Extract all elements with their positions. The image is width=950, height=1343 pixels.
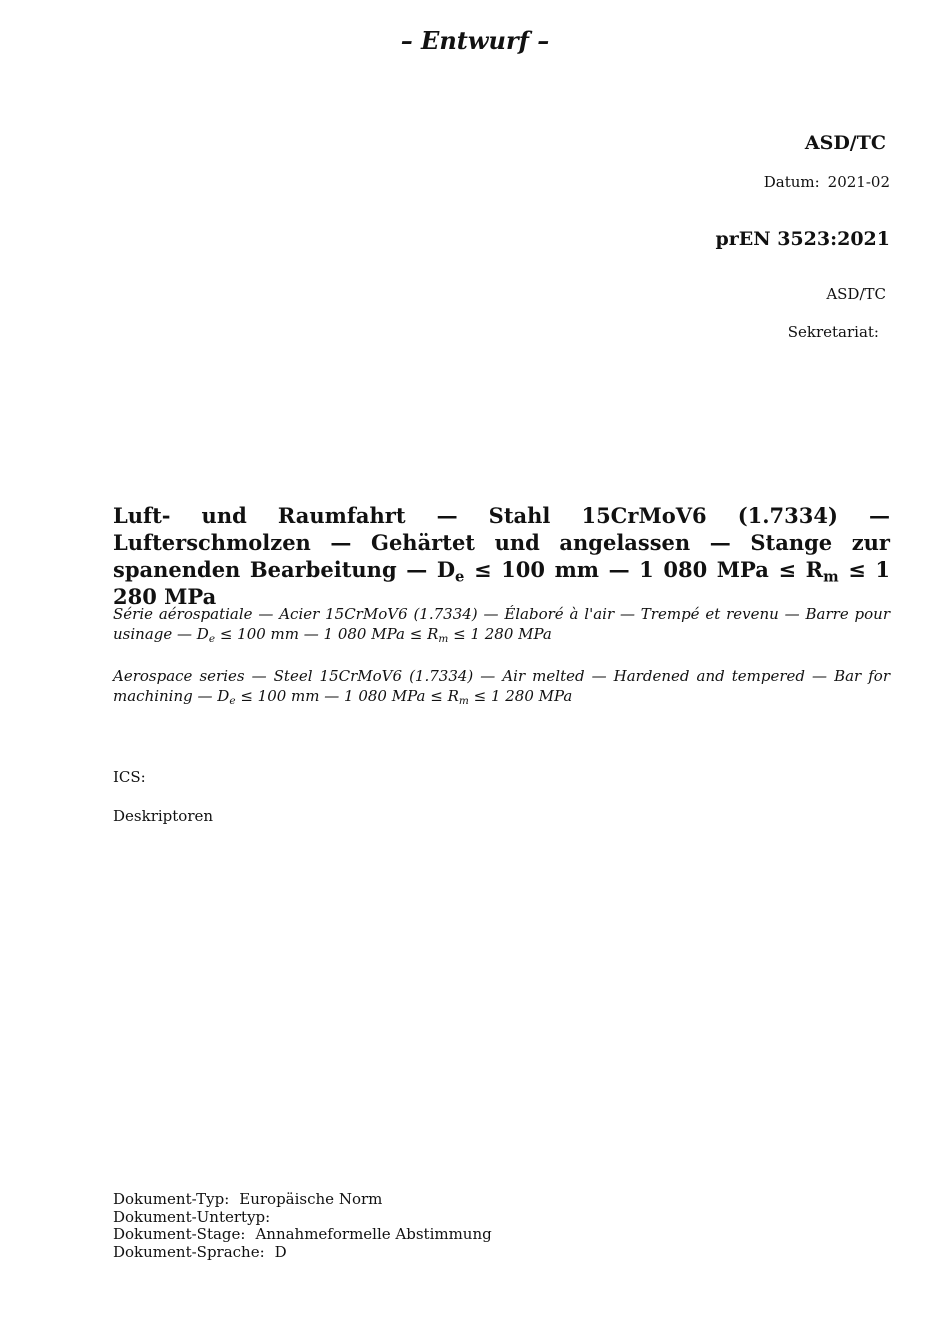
title-en-r-sub: m: [458, 695, 469, 708]
title-french: [113, 604, 890, 644]
document-language-value: D: [274, 1242, 287, 1261]
secretariat-label: Sekretariat:: [787, 323, 879, 341]
descriptors-label: Deskriptoren: [113, 807, 214, 825]
title-fr-d: D: [196, 625, 209, 643]
committee: ASD/TC: [826, 285, 886, 303]
title-en-main: Aerospace series — Steel 15CrMoV6 (1.7334) — Air melted — Hardened and tempered — Bar for machining —: [113, 667, 890, 705]
title-de-d-sub: e: [455, 568, 465, 586]
title-de-r-sub: m: [823, 568, 839, 586]
document-subtype-row: [113, 1209, 280, 1227]
title-en-d: D: [217, 687, 230, 705]
title-en-end: ≤ 1 280 MPa: [468, 687, 573, 705]
document-language-label: Dokument-Sprache:: [113, 1242, 265, 1261]
ics-label: ICS:: [113, 768, 146, 786]
document-stage-row: [113, 1226, 492, 1244]
document-subtype-label: Dokument-Untertyp:: [113, 1207, 271, 1226]
document-number: prEN 3523:2021: [715, 228, 890, 250]
date-line: [764, 173, 890, 191]
title-fr-end: ≤ 1 280 MPa: [448, 625, 552, 643]
document-stage-value: Annahmeformelle Abstimmung: [255, 1225, 492, 1243]
title-fr-r-sub: m: [438, 633, 449, 646]
document-type-label: Dokument-Typ:: [113, 1190, 230, 1208]
title-fr-main: Série aérospatiale — Acier 15CrMoV6 (1.7334) — Élaboré à l'air — Trempé et revenu — Barre pour usinage —: [113, 605, 890, 643]
committee-top: ASD/TC: [804, 132, 886, 154]
title-de-d: D: [436, 557, 456, 582]
title-en-d-sub: e: [229, 695, 236, 708]
document-type-row: [113, 1191, 382, 1209]
title-de-mid: ≤ 100 mm — 1 080 MPa ≤ R: [464, 557, 824, 582]
title-german: [113, 502, 890, 610]
document-language-row: [113, 1244, 287, 1262]
date-value: 2021-02: [827, 173, 890, 191]
title-fr-d-sub: e: [208, 633, 216, 646]
title-de-main: Luft- und Raumfahrt — Stahl 15CrMoV6 (1.7334) — Lufterschmolzen — Gehärtet und angelassen — Stange zur spanenden Bearbeitung —: [113, 503, 890, 582]
document-stage-label: Dokument-Stage:: [113, 1225, 246, 1243]
title-de-end: ≤ 1 280 MPa: [113, 557, 890, 609]
document-type-value: Europäische Norm: [239, 1190, 383, 1208]
draft-label: – Entwurf –: [400, 26, 550, 55]
date-label: Datum:: [763, 173, 820, 191]
title-english: [113, 666, 890, 706]
title-en-mid: ≤ 100 mm — 1 080 MPa ≤ R: [235, 687, 459, 705]
title-fr-mid: ≤ 100 mm — 1 080 MPa ≤ R: [215, 625, 439, 643]
